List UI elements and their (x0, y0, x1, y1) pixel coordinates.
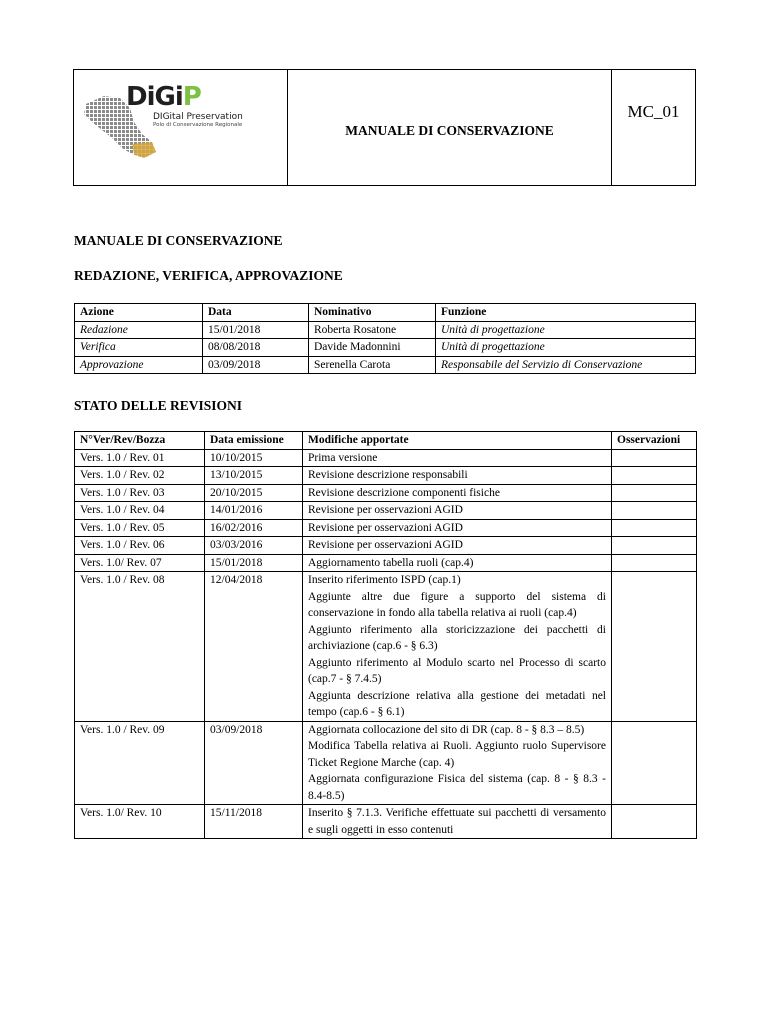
column-header: Funzione (436, 304, 696, 322)
change-item: Aggiunte altre due figure a supporto del sistema di conservazione in fondo alla tabella relativa ai ruoli (cap.4) (308, 590, 606, 619)
name-cell: Roberta Rosatone (309, 321, 436, 339)
approval-header-row (75, 304, 696, 322)
action-cell: Verifica (75, 339, 203, 357)
date-cell: 10/10/2015 (205, 449, 303, 467)
version-cell: Vers. 1.0/ Rev. 10 (75, 805, 205, 839)
table-row (75, 321, 696, 339)
name-cell: Davide Madonnini (309, 339, 436, 357)
notes-cell (612, 519, 697, 537)
notes-cell (612, 449, 697, 467)
change-item: Revisione descrizione responsabili (308, 469, 468, 481)
version-cell: Vers. 1.0/ Rev. 07 (75, 554, 205, 572)
column-header: Azione (75, 304, 203, 322)
table-row (75, 572, 697, 722)
notes-cell (612, 721, 697, 805)
version-cell: Vers. 1.0 / Rev. 03 (75, 484, 205, 502)
change-item: Aggiunta descrizione relativa alla gestione dei metadati nel tempo (cap.6 - § 6.1) (308, 689, 606, 718)
section-title-manual: MANUALE DI CONSERVAZIONE (74, 233, 283, 248)
table-row (75, 721, 697, 805)
change-item: Revisione descrizione componenti fisiche (308, 486, 500, 499)
table-row (75, 467, 697, 485)
date-cell: 14/01/2016 (205, 502, 303, 520)
version-cell: Vers. 1.0 / Rev. 05 (75, 519, 205, 537)
notes-cell (612, 805, 697, 839)
changes-cell (303, 502, 612, 520)
logo-subtitle: DIGital Preservation (153, 112, 243, 122)
change-item: Revisione per osservazioni AGID (308, 504, 463, 516)
changes-cell (303, 467, 612, 485)
table-row (75, 484, 697, 502)
change-item: Aggiornata collocazione del sito di DR (cap. 8 - § 8.3 – 8.5) (308, 723, 585, 736)
section-title-revisions: STATO DELLE REVISIONI (74, 398, 243, 413)
date-cell: 12/04/2018 (205, 572, 303, 722)
table-row (75, 502, 697, 520)
changes-cell (303, 449, 612, 467)
column-header: Data emissione (205, 432, 303, 450)
action-cell: Redazione (75, 321, 203, 339)
date-cell: 08/08/2018 (203, 339, 309, 357)
table-row (75, 537, 697, 555)
date-cell: 03/09/2018 (205, 721, 303, 805)
version-cell: Vers. 1.0 / Rev. 06 (75, 537, 205, 555)
action-cell: Approvazione (75, 356, 203, 374)
date-cell: 16/02/2016 (205, 519, 303, 537)
change-item: Aggiunto riferimento al Modulo scarto nel Processo di scarto (cap.7 - § 7.4.5) (308, 656, 606, 685)
changes-cell (303, 554, 612, 572)
revisions-table-body (75, 449, 697, 839)
change-item: Revisione per osservazioni AGID (308, 539, 463, 551)
date-cell: 20/10/2015 (205, 484, 303, 502)
changes-cell (303, 572, 612, 722)
logo-wordmark: DiGiP (126, 82, 201, 112)
revisions-header-row (75, 432, 697, 450)
change-item: Aggiornamento tabella ruoli (cap.4) (308, 556, 474, 569)
table-row (75, 519, 697, 537)
notes-cell (612, 537, 697, 555)
change-item: Modifica Tabella relativa ai Ruoli. Aggiunto ruolo Supervisore Ticket Regione Marche (cap. 4) (308, 740, 606, 769)
table-row (75, 805, 697, 839)
notes-cell (612, 467, 697, 485)
version-cell: Vers. 1.0 / Rev. 01 (75, 449, 205, 467)
logo-cell (74, 70, 288, 185)
name-cell: Serenella Carota (309, 356, 436, 374)
date-cell: 15/01/2018 (203, 321, 309, 339)
date-cell: 13/10/2015 (205, 467, 303, 485)
notes-cell (612, 502, 697, 520)
changes-cell (303, 537, 612, 555)
change-item: Prima versione (308, 451, 378, 464)
header-title: MANUALE DI CONSERVAZIONE (288, 70, 612, 185)
document-code: MC_01 (627, 102, 680, 121)
date-cell: 15/11/2018 (205, 805, 303, 839)
section-title-approval: REDAZIONE, VERIFICA, APPROVAZIONE (74, 268, 343, 283)
function-cell: Unità di progettazione (436, 321, 696, 339)
changes-cell (303, 484, 612, 502)
date-cell: 03/09/2018 (203, 356, 309, 374)
column-header: Data (203, 304, 309, 322)
table-row (75, 554, 697, 572)
column-header: Nominativo (309, 304, 436, 322)
version-cell: Vers. 1.0 / Rev. 09 (75, 721, 205, 805)
notes-cell (612, 554, 697, 572)
change-item: Inserito riferimento ISPD (cap.1) (308, 574, 461, 586)
notes-cell (612, 572, 697, 722)
change-item: Aggiunto riferimento alla storicizzazione dei pacchetti di archiviazione (cap.6 - § 6.3) (308, 623, 606, 652)
change-item: Revisione per osservazioni AGID (308, 521, 463, 534)
table-row (75, 339, 696, 357)
changes-cell (303, 805, 612, 839)
column-header: N°Ver/Rev/Bozza (75, 432, 205, 450)
version-cell: Vers. 1.0 / Rev. 02 (75, 467, 205, 485)
document-header (73, 69, 696, 186)
changes-cell (303, 519, 612, 537)
approval-table (74, 303, 696, 374)
version-cell: Vers. 1.0 / Rev. 04 (75, 502, 205, 520)
notes-cell (612, 484, 697, 502)
function-cell: Responsabile del Servizio di Conservazione (436, 356, 696, 374)
function-cell: Unità di progettazione (436, 339, 696, 357)
changes-cell (303, 721, 612, 805)
version-cell: Vers. 1.0 / Rev. 08 (75, 572, 205, 722)
change-item: Aggiornata configurazione Fisica del sistema (cap. 8 - § 8.3 - 8.4-8.5) (308, 773, 606, 802)
revisions-table (74, 431, 697, 839)
column-header: Modifiche apportate (303, 432, 612, 450)
table-row (75, 356, 696, 374)
date-cell: 15/01/2018 (205, 554, 303, 572)
date-cell: 03/03/2016 (205, 537, 303, 555)
change-item: Inserito § 7.1.3. Verifiche effettuate sui pacchetti di versamento e sugli oggetti in esso contenuti (308, 807, 606, 836)
column-header: Osservazioni (612, 432, 697, 450)
logo-tagline: Polo di Conservazione Regionale (153, 122, 243, 128)
table-row (75, 449, 697, 467)
